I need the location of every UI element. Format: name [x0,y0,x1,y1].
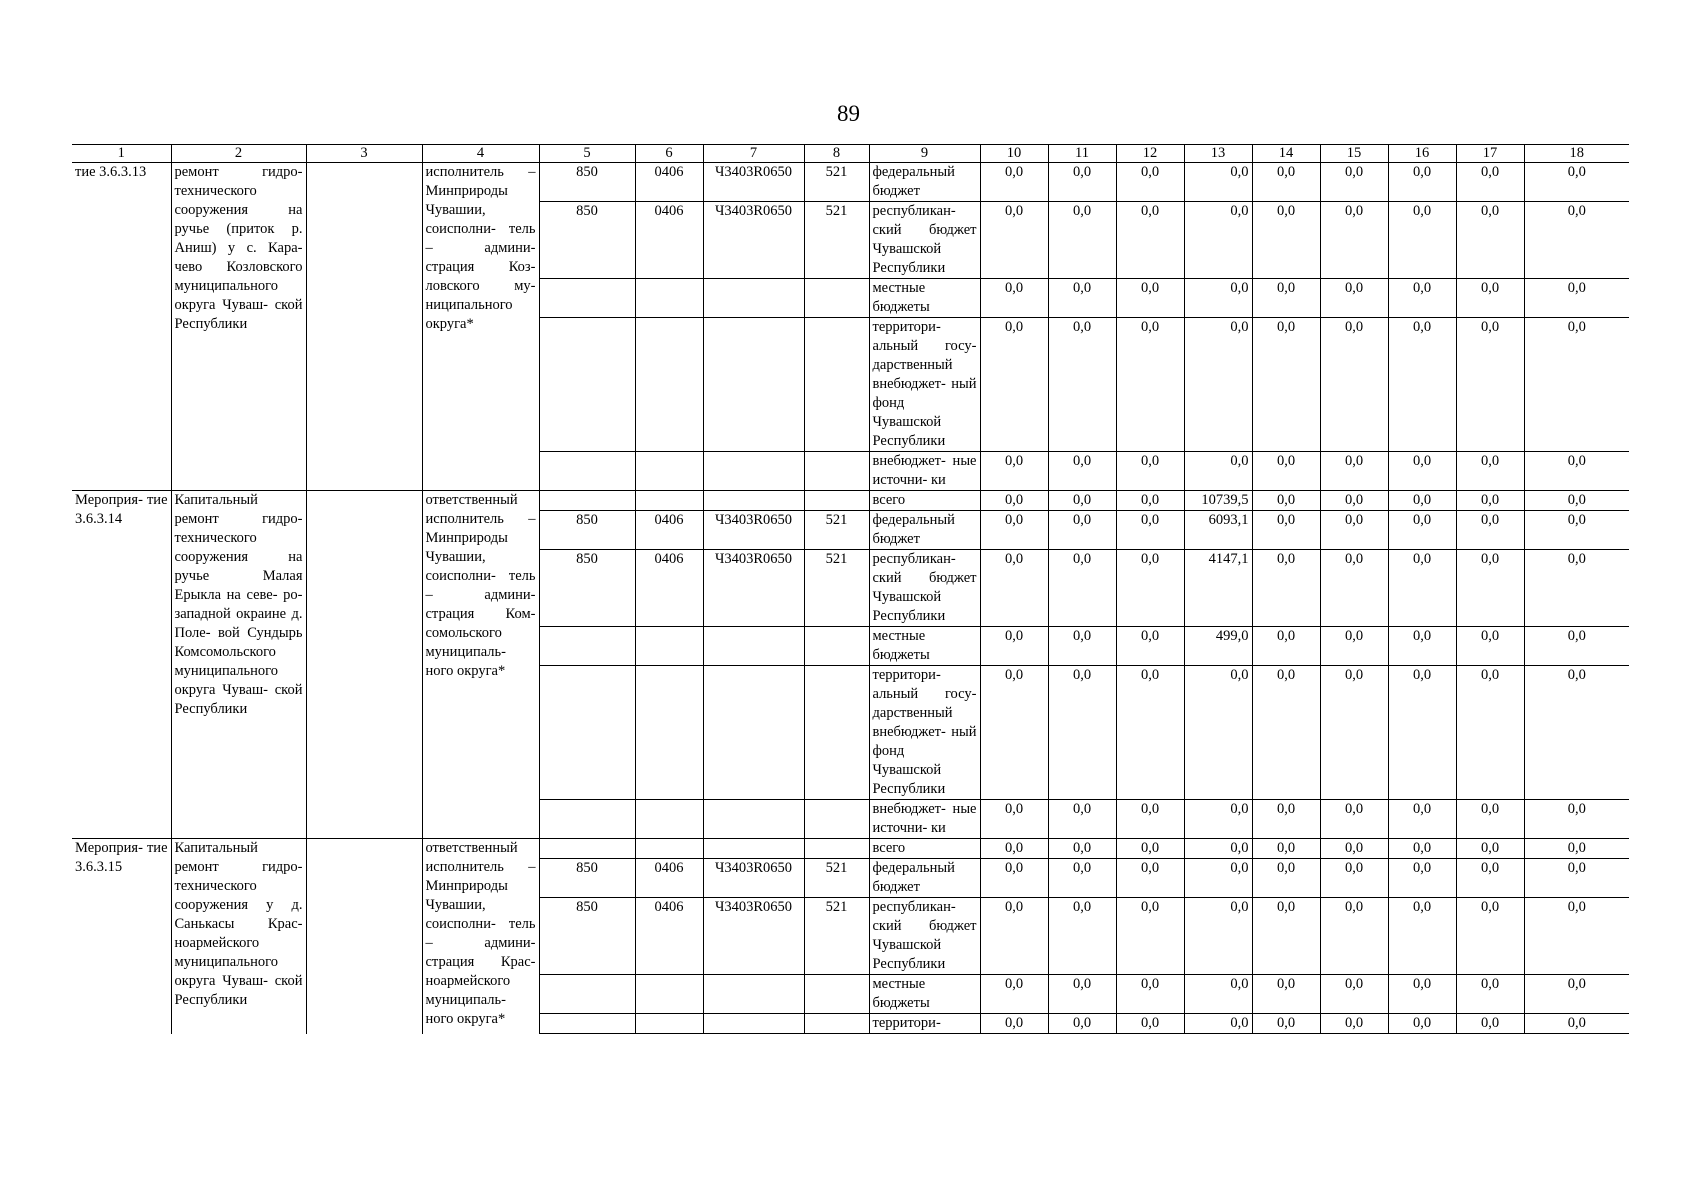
year-value-col-15: 0,0 [1320,491,1388,511]
year-value-col-18: 0,0 [1524,452,1629,491]
budget-code-grbs [539,975,635,1014]
year-value-col-16: 0,0 [1388,627,1456,666]
year-value-col-12: 0,0 [1116,550,1184,627]
year-value-col-16: 0,0 [1388,452,1456,491]
year-value-col-12: 0,0 [1116,800,1184,839]
year-value-col-10: 0,0 [980,452,1048,491]
year-value-col-14: 0,0 [1252,452,1320,491]
budget-code-grbs [539,452,635,491]
year-value-col-13: 0,0 [1184,975,1252,1014]
year-value-col-14: 0,0 [1252,511,1320,550]
budget-code-section: 0406 [635,163,703,202]
year-value-col-18: 0,0 [1524,800,1629,839]
funding-source: внебюджет- ные источни- ки [869,800,980,839]
year-value-col-11: 0,0 [1048,859,1116,898]
year-value-col-17: 0,0 [1456,800,1524,839]
budget-code-expense [804,279,869,318]
year-value-col-14: 0,0 [1252,627,1320,666]
year-value-col-12: 0,0 [1116,839,1184,859]
year-value-col-10: 0,0 [980,975,1048,1014]
column-header-8: 8 [804,145,869,163]
budget-code-grbs [539,839,635,859]
column-header-12: 12 [1116,145,1184,163]
year-value-col-17: 0,0 [1456,511,1524,550]
year-value-col-15: 0,0 [1320,627,1388,666]
year-value-col-15: 0,0 [1320,975,1388,1014]
year-value-col-13: 0,0 [1184,452,1252,491]
budget-code-expense [804,666,869,800]
year-value-col-16: 0,0 [1388,1014,1456,1034]
column-header-18: 18 [1524,145,1629,163]
year-value-col-11: 0,0 [1048,839,1116,859]
year-value-col-15: 0,0 [1320,1014,1388,1034]
year-value-col-17: 0,0 [1456,627,1524,666]
year-value-col-11: 0,0 [1048,550,1116,627]
year-value-col-14: 0,0 [1252,491,1320,511]
funding-source: территори- альный госу- дарственный внебюджет- ный фонд Чувашской Республики [869,666,980,800]
year-value-col-14: 0,0 [1252,839,1320,859]
year-value-col-18: 0,0 [1524,163,1629,202]
table-row [72,163,1629,202]
budget-code-grbs: 850 [539,550,635,627]
year-value-col-12: 0,0 [1116,163,1184,202]
year-value-col-16: 0,0 [1388,666,1456,800]
year-value-col-10: 0,0 [980,511,1048,550]
budget-code-grbs [539,800,635,839]
year-value-col-12: 0,0 [1116,511,1184,550]
year-value-col-18: 0,0 [1524,859,1629,898]
year-value-col-16: 0,0 [1388,511,1456,550]
year-value-col-15: 0,0 [1320,202,1388,279]
year-value-col-11: 0,0 [1048,511,1116,550]
year-value-col-11: 0,0 [1048,1014,1116,1034]
column-header-5: 5 [539,145,635,163]
year-value-col-18: 0,0 [1524,511,1629,550]
budget-code-section [635,839,703,859]
year-value-col-15: 0,0 [1320,511,1388,550]
year-value-col-16: 0,0 [1388,163,1456,202]
column-header-14: 14 [1252,145,1320,163]
year-value-col-12: 0,0 [1116,279,1184,318]
year-value-col-14: 0,0 [1252,550,1320,627]
budget-code-expense [804,800,869,839]
year-value-col-17: 0,0 [1456,452,1524,491]
year-value-col-10: 0,0 [980,279,1048,318]
budget-code-target [703,627,804,666]
table-row [72,839,1629,859]
budget-code-section: 0406 [635,550,703,627]
measure-id: Мероприя- тие 3.6.3.14 [72,491,171,839]
budget-code-target: Ч3403R0650 [703,898,804,975]
budget-code-expense [804,975,869,1014]
year-value-col-13: 0,0 [1184,202,1252,279]
budget-code-target [703,452,804,491]
budget-code-target [703,975,804,1014]
year-value-col-11: 0,0 [1048,279,1116,318]
budget-table [72,144,1629,1034]
budget-code-expense: 521 [804,202,869,279]
year-value-col-10: 0,0 [980,318,1048,452]
year-value-col-13: 499,0 [1184,627,1252,666]
year-value-col-16: 0,0 [1388,975,1456,1014]
column-header-10: 10 [980,145,1048,163]
budget-code-section: 0406 [635,511,703,550]
budget-code-expense: 521 [804,550,869,627]
year-value-col-13: 0,0 [1184,1014,1252,1034]
year-value-col-10: 0,0 [980,550,1048,627]
year-value-col-18: 0,0 [1524,627,1629,666]
budget-code-expense [804,491,869,511]
year-value-col-12: 0,0 [1116,975,1184,1014]
budget-code-expense: 521 [804,859,869,898]
year-value-col-15: 0,0 [1320,318,1388,452]
year-value-col-12: 0,0 [1116,859,1184,898]
budget-code-target [703,279,804,318]
year-value-col-11: 0,0 [1048,202,1116,279]
year-value-col-14: 0,0 [1252,666,1320,800]
year-value-col-17: 0,0 [1456,859,1524,898]
budget-code-grbs: 850 [539,202,635,279]
year-value-col-15: 0,0 [1320,279,1388,318]
budget-code-expense: 521 [804,163,869,202]
year-value-col-11: 0,0 [1048,452,1116,491]
budget-code-grbs: 850 [539,898,635,975]
budget-code-section [635,279,703,318]
column-header-9: 9 [869,145,980,163]
funding-source: федеральный бюджет [869,511,980,550]
year-value-col-12: 0,0 [1116,627,1184,666]
year-value-col-16: 0,0 [1388,898,1456,975]
budget-code-target [703,666,804,800]
year-value-col-12: 0,0 [1116,898,1184,975]
year-value-col-14: 0,0 [1252,898,1320,975]
year-value-col-12: 0,0 [1116,452,1184,491]
budget-code-section [635,1014,703,1034]
executor: ответственный исполнитель – Минприроды Чувашии, соисполни- тель – админи- страция Крас- ноармейского муниципаль- ного округа* [422,839,539,1034]
year-value-col-15: 0,0 [1320,898,1388,975]
year-value-col-10: 0,0 [980,627,1048,666]
year-value-col-17: 0,0 [1456,839,1524,859]
year-value-col-11: 0,0 [1048,318,1116,452]
year-value-col-18: 0,0 [1524,666,1629,800]
column-header-17: 17 [1456,145,1524,163]
column-header-13: 13 [1184,145,1252,163]
budget-code-grbs: 850 [539,511,635,550]
budget-code-section [635,318,703,452]
year-value-col-14: 0,0 [1252,859,1320,898]
year-value-col-11: 0,0 [1048,491,1116,511]
year-value-col-12: 0,0 [1116,318,1184,452]
year-value-col-10: 0,0 [980,898,1048,975]
funding-source: местные бюджеты [869,975,980,1014]
year-value-col-15: 0,0 [1320,163,1388,202]
participant-cell [306,163,422,491]
budget-code-grbs: 850 [539,859,635,898]
funding-source: республикан- ский бюджет Чувашской Республики [869,898,980,975]
year-value-col-18: 0,0 [1524,898,1629,975]
column-header-6: 6 [635,145,703,163]
budget-code-target: Ч3403R0650 [703,163,804,202]
table-row [72,491,1629,511]
column-header-7: 7 [703,145,804,163]
budget-code-expense [804,839,869,859]
budget-code-expense [804,1014,869,1034]
year-value-col-11: 0,0 [1048,627,1116,666]
year-value-col-13: 0,0 [1184,898,1252,975]
year-value-col-15: 0,0 [1320,800,1388,839]
column-header-15: 15 [1320,145,1388,163]
measure-name: ремонт гидро- технического сооружения на ручье (приток р. Аниш) у с. Кара- чево Козловского муниципального округа Чуваш- ской Республики [171,163,306,491]
year-value-col-13: 0,0 [1184,859,1252,898]
year-value-col-12: 0,0 [1116,1014,1184,1034]
year-value-col-12: 0,0 [1116,202,1184,279]
year-value-col-13: 0,0 [1184,666,1252,800]
year-value-col-10: 0,0 [980,202,1048,279]
year-value-col-18: 0,0 [1524,1014,1629,1034]
year-value-col-13: 10739,5 [1184,491,1252,511]
budget-code-section [635,627,703,666]
executor: ответственный исполнитель – Минприроды Чувашии, соисполни- тель – админи- страция Ком- сомольского муниципаль- ного округа* [422,491,539,839]
year-value-col-14: 0,0 [1252,163,1320,202]
budget-code-target [703,1014,804,1034]
budget-code-expense: 521 [804,898,869,975]
budget-code-target [703,318,804,452]
year-value-col-15: 0,0 [1320,666,1388,800]
year-value-col-13: 0,0 [1184,318,1252,452]
budget-code-section: 0406 [635,202,703,279]
column-header-2: 2 [171,145,306,163]
year-value-col-17: 0,0 [1456,202,1524,279]
year-value-col-17: 0,0 [1456,279,1524,318]
budget-code-grbs [539,666,635,800]
year-value-col-14: 0,0 [1252,1014,1320,1034]
year-value-col-17: 0,0 [1456,1014,1524,1034]
year-value-col-17: 0,0 [1456,666,1524,800]
year-value-col-13: 0,0 [1184,839,1252,859]
year-value-col-18: 0,0 [1524,202,1629,279]
budget-code-expense: 521 [804,511,869,550]
funding-source: федеральный бюджет [869,859,980,898]
year-value-col-15: 0,0 [1320,859,1388,898]
year-value-col-14: 0,0 [1252,800,1320,839]
funding-source: территори- [869,1014,980,1034]
column-header-row [72,145,1629,163]
year-value-col-13: 0,0 [1184,800,1252,839]
budget-code-expense [804,452,869,491]
budget-code-target [703,839,804,859]
year-value-col-10: 0,0 [980,800,1048,839]
year-value-col-13: 4147,1 [1184,550,1252,627]
budget-code-grbs: 850 [539,163,635,202]
funding-source: местные бюджеты [869,279,980,318]
page-number: 89 [837,101,860,126]
year-value-col-12: 0,0 [1116,491,1184,511]
year-value-col-10: 0,0 [980,491,1048,511]
year-value-col-16: 0,0 [1388,318,1456,452]
budget-code-grbs [539,1014,635,1034]
year-value-col-18: 0,0 [1524,279,1629,318]
funding-source: республикан- ский бюджет Чувашской Республики [869,550,980,627]
year-value-col-11: 0,0 [1048,975,1116,1014]
budget-code-target [703,491,804,511]
executor: исполнитель – Минприроды Чувашии, соисполни- тель – админи- страция Коз- ловского му- ниципального округа* [422,163,539,491]
budget-code-target: Ч3403R0650 [703,202,804,279]
budget-code-target [703,800,804,839]
budget-code-section [635,975,703,1014]
year-value-col-18: 0,0 [1524,318,1629,452]
budget-code-expense [804,318,869,452]
year-value-col-17: 0,0 [1456,163,1524,202]
year-value-col-16: 0,0 [1388,859,1456,898]
year-value-col-16: 0,0 [1388,550,1456,627]
year-value-col-13: 0,0 [1184,163,1252,202]
year-value-col-14: 0,0 [1252,279,1320,318]
column-header-3: 3 [306,145,422,163]
column-header-1: 1 [72,145,171,163]
year-value-col-15: 0,0 [1320,550,1388,627]
funding-source: республикан- ский бюджет Чувашской Республики [869,202,980,279]
year-value-col-17: 0,0 [1456,550,1524,627]
funding-source: территори- альный госу- дарственный внебюджет- ный фонд Чувашской Республики [869,318,980,452]
year-value-col-18: 0,0 [1524,491,1629,511]
year-value-col-18: 0,0 [1524,975,1629,1014]
year-value-col-16: 0,0 [1388,279,1456,318]
measure-id: тие 3.6.3.13 [72,163,171,491]
table-body [72,163,1629,1034]
budget-code-target: Ч3403R0650 [703,511,804,550]
measure-name: Капитальный ремонт гидро- технического сооружения у д. Санькасы Крас- ноармейского муниципального округа Чуваш- ской Республики [171,839,306,1034]
year-value-col-14: 0,0 [1252,318,1320,452]
year-value-col-15: 0,0 [1320,452,1388,491]
budget-code-target: Ч3403R0650 [703,550,804,627]
year-value-col-12: 0,0 [1116,666,1184,800]
measure-name: Капитальный ремонт гидро- технического сооружения на ручье Малая Ерыкла на севе- ро-западной окраине д. Поле- вой Сундырь Комсомольского муниципального округа Чуваш- ской Республики [171,491,306,839]
funding-source: внебюджет- ные источни- ки [869,452,980,491]
year-value-col-16: 0,0 [1388,839,1456,859]
budget-code-grbs [539,627,635,666]
year-value-col-15: 0,0 [1320,839,1388,859]
year-value-col-16: 0,0 [1388,491,1456,511]
year-value-col-18: 0,0 [1524,550,1629,627]
year-value-col-17: 0,0 [1456,975,1524,1014]
year-value-col-17: 0,0 [1456,898,1524,975]
year-value-col-17: 0,0 [1456,318,1524,452]
budget-code-section: 0406 [635,898,703,975]
funding-source: федеральный бюджет [869,163,980,202]
column-header-11: 11 [1048,145,1116,163]
budget-code-grbs [539,279,635,318]
year-value-col-17: 0,0 [1456,491,1524,511]
year-value-col-10: 0,0 [980,1014,1048,1034]
year-value-col-13: 0,0 [1184,279,1252,318]
year-value-col-10: 0,0 [980,859,1048,898]
budget-code-section [635,491,703,511]
funding-source: местные бюджеты [869,627,980,666]
budget-code-section [635,666,703,800]
budget-code-target: Ч3403R0650 [703,859,804,898]
year-value-col-11: 0,0 [1048,163,1116,202]
year-value-col-16: 0,0 [1388,800,1456,839]
year-value-col-18: 0,0 [1524,839,1629,859]
year-value-col-13: 6093,1 [1184,511,1252,550]
year-value-col-10: 0,0 [980,666,1048,800]
year-value-col-11: 0,0 [1048,898,1116,975]
column-header-4: 4 [422,145,539,163]
budget-code-grbs [539,318,635,452]
year-value-col-14: 0,0 [1252,975,1320,1014]
funding-source: всего [869,491,980,511]
budget-code-section [635,452,703,491]
budget-code-section: 0406 [635,859,703,898]
column-header-16: 16 [1388,145,1456,163]
participant-cell [306,491,422,839]
year-value-col-11: 0,0 [1048,800,1116,839]
year-value-col-10: 0,0 [980,163,1048,202]
year-value-col-16: 0,0 [1388,202,1456,279]
participant-cell [306,839,422,1034]
year-value-col-11: 0,0 [1048,666,1116,800]
budget-code-grbs [539,491,635,511]
budget-code-expense [804,627,869,666]
measure-id: Мероприя- тие 3.6.3.15 [72,839,171,1034]
year-value-col-10: 0,0 [980,839,1048,859]
budget-code-section [635,800,703,839]
funding-source: всего [869,839,980,859]
year-value-col-14: 0,0 [1252,202,1320,279]
